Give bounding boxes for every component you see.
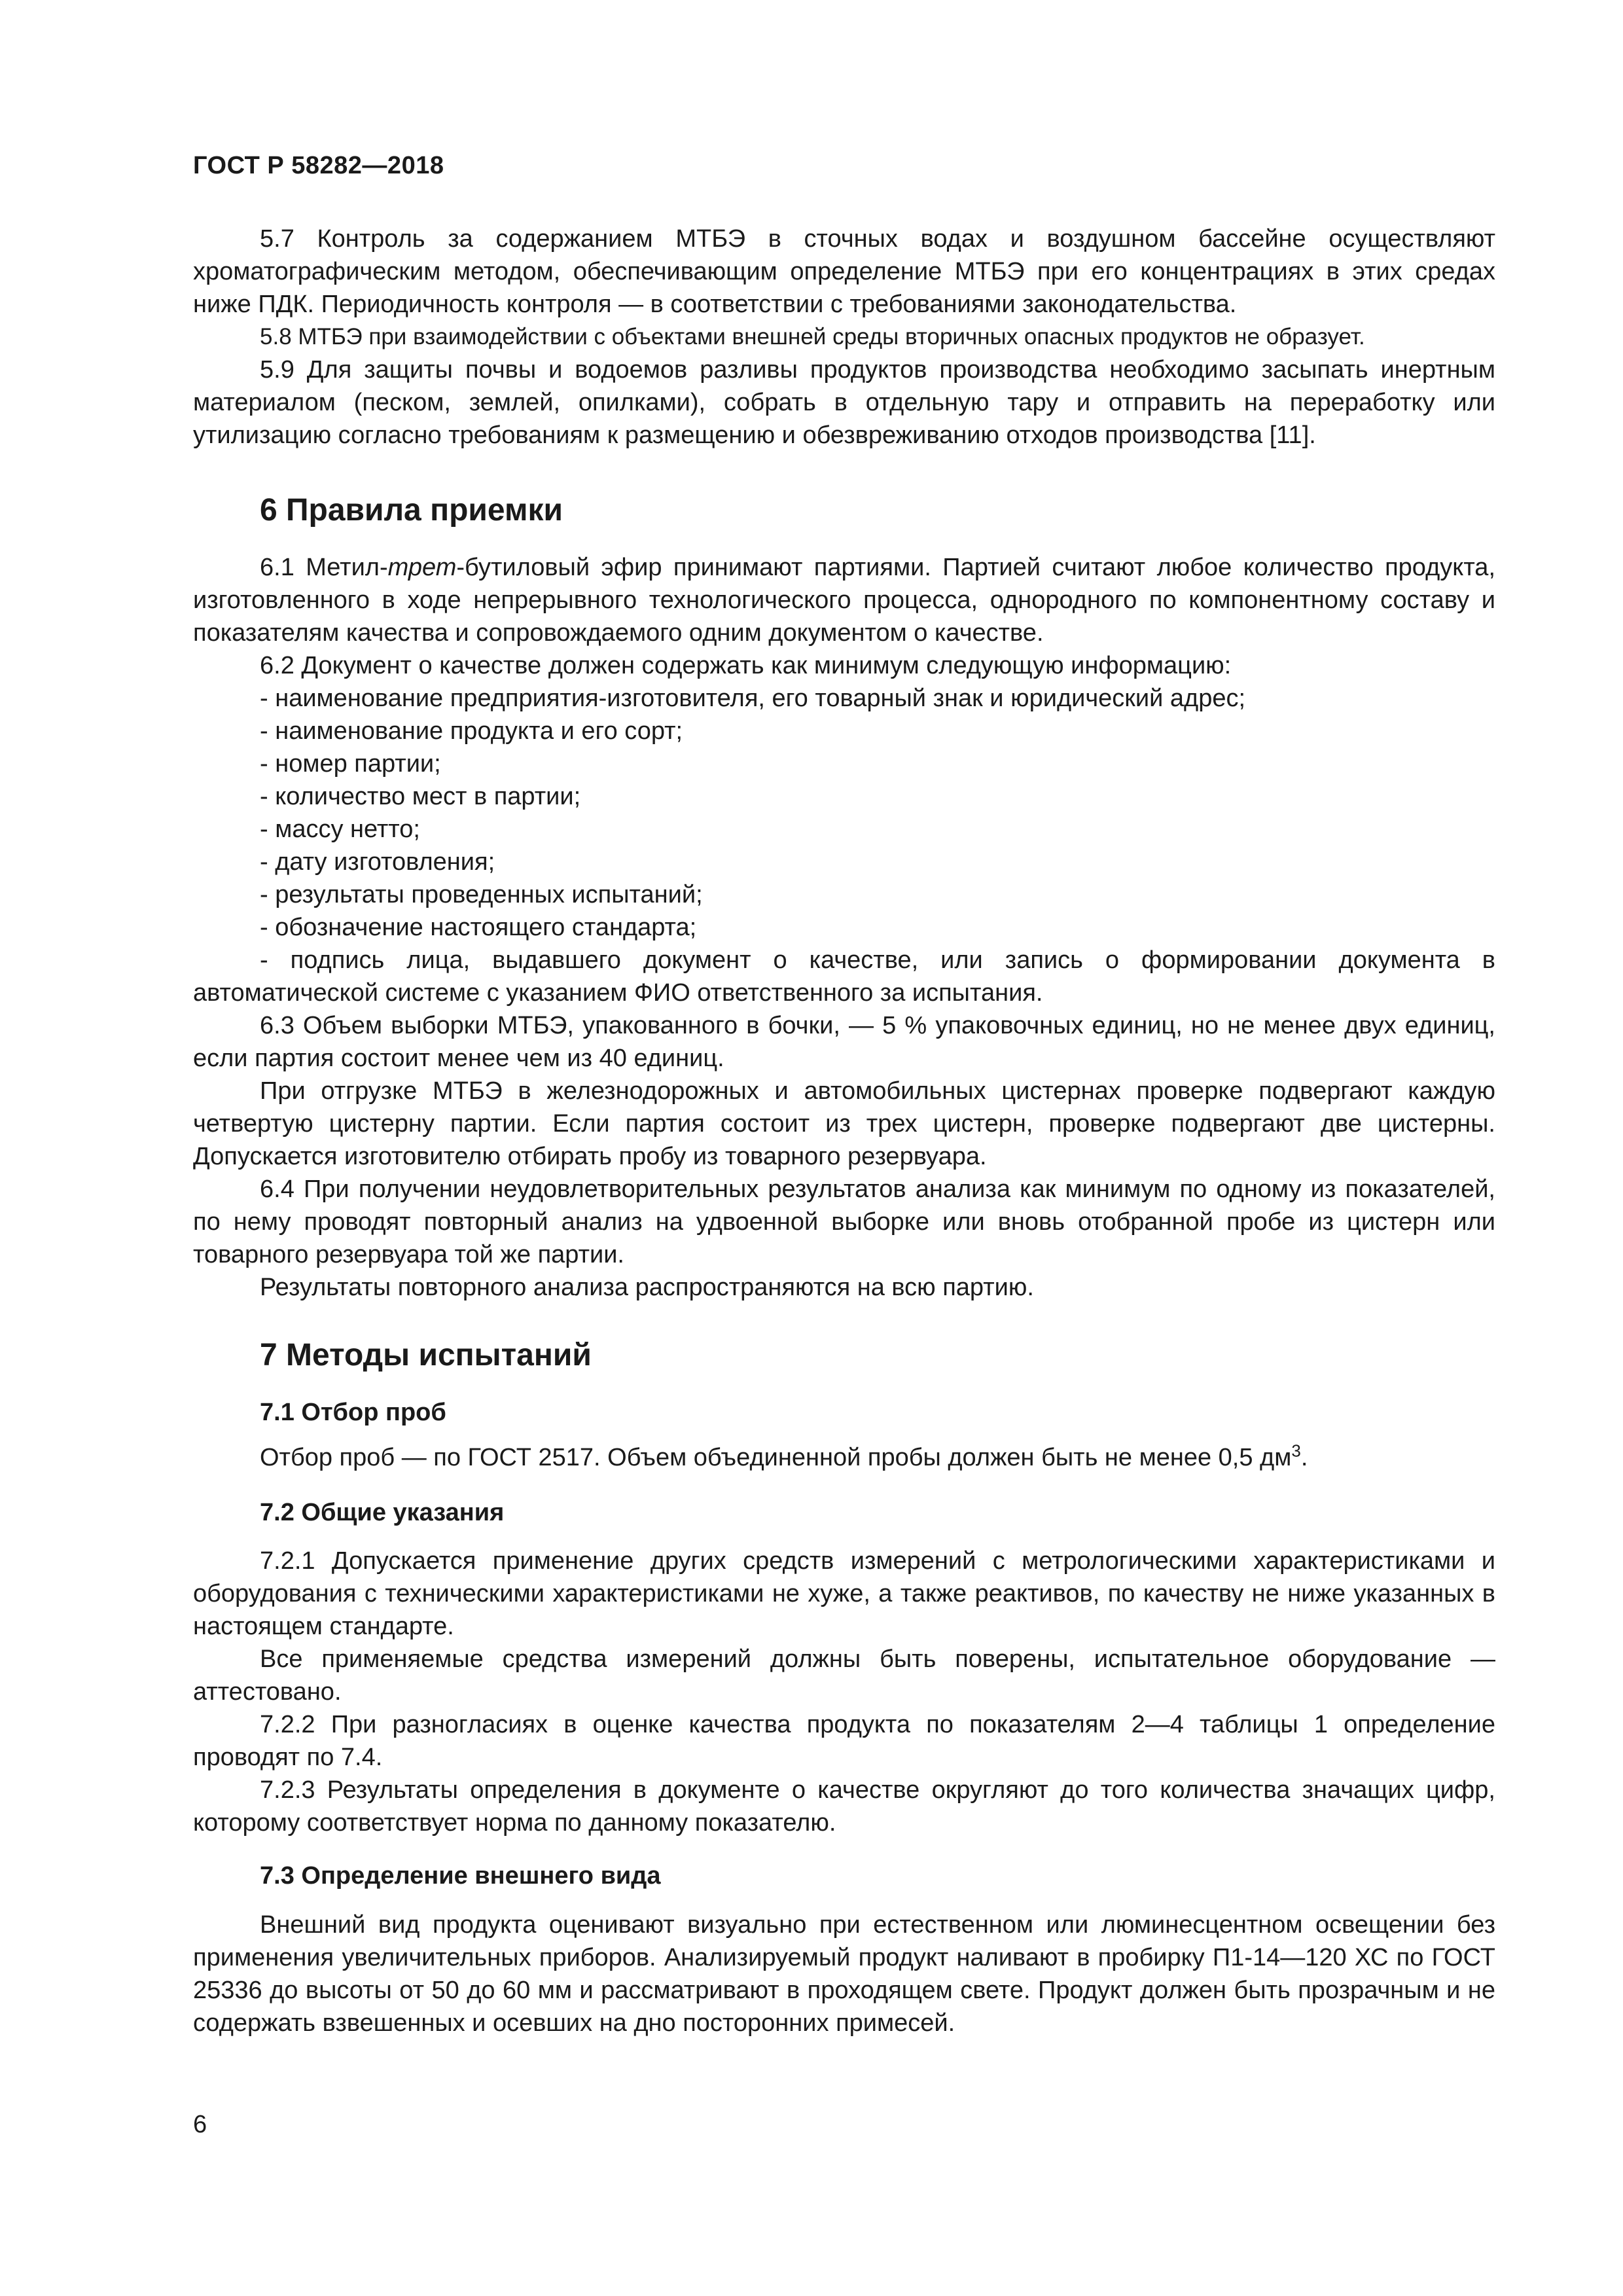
- paragraph-6-4-continued: Результаты повторного анализа распространяются на всю партию.: [260, 1274, 1034, 1301]
- paragraph-6-2: 6.2 Документ о качестве должен содержать как минимум следующую информацию:: [260, 652, 1232, 679]
- document-header: ГОСТ Р 58282—2018: [193, 152, 444, 179]
- subsection-7-2-title: 7.2 Общие указания: [260, 1499, 505, 1526]
- paragraph-7-2-1: 7.2.1 Допускается применение других средств измерений с метрологическими характеристиками и оборудования с техническими характеристиками не хуже, а также реактивов, по качеству не ниже указанных в настоящем стандарте.: [193, 1547, 1495, 1640]
- subsection-7-3-body: [193, 1909, 1495, 2039]
- subsection-7-2-body: [193, 1545, 1495, 1839]
- section-5-tail: [193, 223, 1495, 452]
- paragraph-5-7: 5.7 Контроль за содержанием МТБЭ в сточных водах и воздушном бассейне осуществляют хроматографическим методом, обеспечивающим определение МТБЭ при его концентрациях в этих средах ниже ПДК. Периодичность контроля — в соответствии с требованиями законодательства.: [193, 225, 1495, 318]
- paragraph-7-1-end: .: [1300, 1444, 1308, 1471]
- paragraph-5-8: 5.8 МТБЭ при взаимодействии с объектами внешней среды вторичных опасных продуктов не образует.: [260, 324, 1365, 350]
- page-number: 6: [193, 2111, 207, 2138]
- paragraph-5-9: 5.9 Для защиты почвы и водоемов разливы продуктов производства необходимо засыпать инертным материалом (песком, землей, опилками), собрать в отдельную тару и отправить на переработку или утилизацию согласно требованиям к размещению и обезвреживанию отходов производства [11].: [193, 356, 1495, 449]
- paragraph-7-3: Внешний вид продукта оценивают визуально при естественном или люминесцентном освещении без применения увеличительных приборов. Анализируемый продукт наливают в пробирку П1-14—120 ХС по ГОСТ 25336 до высоты от 50 до 60 мм и рассматривают в проходящем свете. Продукт должен быть прозрачным и не содержать взвешенных и осевших на дно посторонних примесей.: [193, 1911, 1495, 2037]
- subsection-7-1-title: 7.1 Отбор проб: [260, 1399, 446, 1426]
- subsection-7-1-body: [193, 1441, 1495, 1474]
- paragraph-6-3: 6.3 Объем выборки МТБЭ, упакованного в бочки, — 5 % упаковочных единиц, но не менее двух единиц, если партия состоит менее чем из 40 единиц.: [193, 1012, 1495, 1072]
- section-6-title: 6 Правила приемки: [260, 493, 563, 528]
- requirements-list: [193, 682, 1495, 944]
- list-item: - результаты проведенных испытаний;: [260, 881, 703, 908]
- paragraph-7-2-3: 7.2.3 Результаты определения в документе о качестве округляют до того количества значащих цифр, которому соответствует норма по данному показателю.: [193, 1776, 1495, 1837]
- section-7-title: 7 Методы испытаний: [260, 1338, 592, 1372]
- subsection-7-3-title: 7.3 Определение внешнего вида: [260, 1862, 661, 1890]
- list-item: - массу нетто;: [260, 816, 420, 843]
- paragraph-7-2-1-continued: Все применяемые средства измерений должны быть поверены, испытательное оборудование — аттестовано.: [193, 1645, 1495, 1706]
- paragraph-7-2-2: 7.2.2 При разногласиях в оценке качества продукта по показателям 2—4 таблицы 1 определение проводят по 7.4.: [193, 1711, 1495, 1771]
- list-item: - обозначение настоящего стандарта;: [260, 914, 697, 941]
- superscript-3: 3: [1291, 1441, 1301, 1461]
- paragraph-6-4: 6.4 При получении неудовлетворительных результатов анализа как минимум по одному из показателей, по нему проводят повторный анализ на удвоенной выборке или вновь отобранной пробе из цистерн или товарного резервуара той же партии.: [193, 1175, 1495, 1268]
- list-item-last: - подпись лица, выдавшего документ о качестве, или запись о формировании документа в автоматической системе с указанием ФИО ответственного за испытания.: [193, 946, 1495, 1007]
- section-6-body: [193, 551, 1495, 1304]
- paragraph-6-1: [193, 551, 1495, 649]
- list-item: - количество мест в партии;: [260, 783, 581, 810]
- list-item: - наименование продукта и его сорт;: [260, 717, 683, 745]
- paragraph-7-1-text: Отбор проб — по ГОСТ 2517. Объем объединенной пробы должен быть не менее 0,5 дм: [260, 1444, 1292, 1471]
- paragraph-7-1: [193, 1441, 1495, 1474]
- list-item: - дату изготовления;: [260, 848, 495, 876]
- paragraph-6-1-prefix: 6.1 Метил-: [260, 554, 388, 581]
- list-item: - номер партии;: [260, 750, 441, 778]
- list-item: - наименование предприятия-изготовителя, его товарный знак и юридический адрес;: [260, 685, 1246, 712]
- paragraph-6-1-italic: трет: [387, 554, 457, 581]
- paragraph-6-1-rest: -бутиловый эфир принимают партиями. Партией считают любое количество продукта, изготовленного в ходе непрерывного технологического процесса, однородного по компонентному составу и показателям качества и сопровождаемого одним документом о качестве.: [193, 554, 1495, 647]
- paragraph-6-3-continued: При отгрузке МТБЭ в железнодорожных и автомобильных цистернах проверке подвергают каждую четвертую цистерну партии. Если партия состоит из трех цистерн, проверке подвергают две цистерны. Допускается изготовителю отбирать пробу из товарного резервуара.: [193, 1077, 1495, 1170]
